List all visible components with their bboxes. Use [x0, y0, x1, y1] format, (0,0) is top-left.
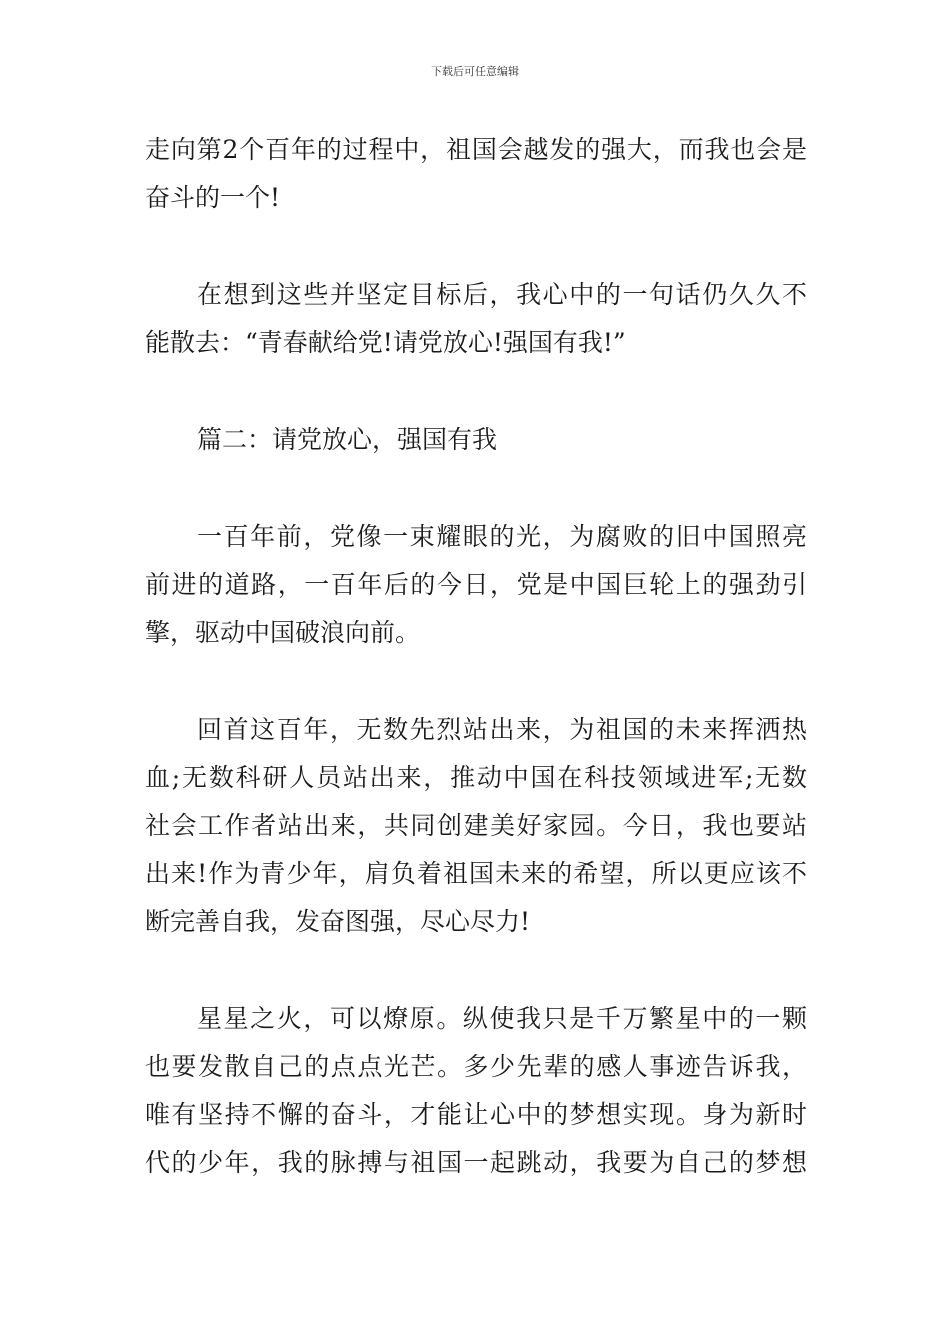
text-line: 走向第2个百年的过程中，祖国会越发的强大，而我也会是: [145, 135, 807, 164]
paragraph: [145, 995, 807, 1187]
paragraph: [145, 706, 807, 946]
text-line: 断完善自我，发奋图强，尽心尽力!: [145, 907, 531, 936]
paragraph: [145, 513, 807, 657]
text-line: 能散去：“青春献给党!请党放心!强国有我!”: [145, 328, 626, 357]
text-line: 也要发散自己的点点光芒。多少先辈的感人事迹告诉我，: [145, 1052, 807, 1081]
text-line: 代的少年，我的脉搏与祖国一起跳动，我要为自己的梦想: [145, 1148, 807, 1177]
text-line: 在想到这些并坚定目标后，我心中的一句话仍久久不: [197, 280, 807, 309]
text-line: 星星之火，可以燎原。纵使我只是千万繁星中的一颗: [197, 1004, 807, 1033]
text-line: 前进的道路，一百年后的今日，党是中国巨轮上的强劲引: [145, 570, 807, 599]
text-line: 血;无数科研人员站出来，推动中国在科技领域进军;无数: [145, 763, 807, 792]
paragraph: [145, 126, 807, 222]
page-header: 下载后可任意编辑: [431, 65, 519, 78]
text-line: 唯有坚持不懈的奋斗，才能让心中的梦想实现。身为新时: [145, 1100, 807, 1129]
paragraph: [145, 271, 807, 367]
text-line: 社会工作者站出来，共同创建美好家园。今日，我也要站: [145, 811, 807, 840]
text-line: 回首这百年，无数先烈站出来，为祖国的未来挥洒热: [197, 715, 807, 744]
text-line: 篇二：请党放心，强国有我: [197, 425, 498, 454]
text-line: 出来!作为青少年，肩负着祖国未来的希望，所以更应该不: [145, 859, 807, 888]
text-line: 奋斗的一个!: [145, 183, 281, 212]
section-heading: [145, 416, 807, 464]
document-body: [145, 126, 807, 1187]
text-line: 一百年前，党像一束耀眼的光，为腐败的旧中国照亮: [197, 522, 807, 551]
text-line: 擎，驱动中国破浪向前。: [145, 618, 421, 647]
